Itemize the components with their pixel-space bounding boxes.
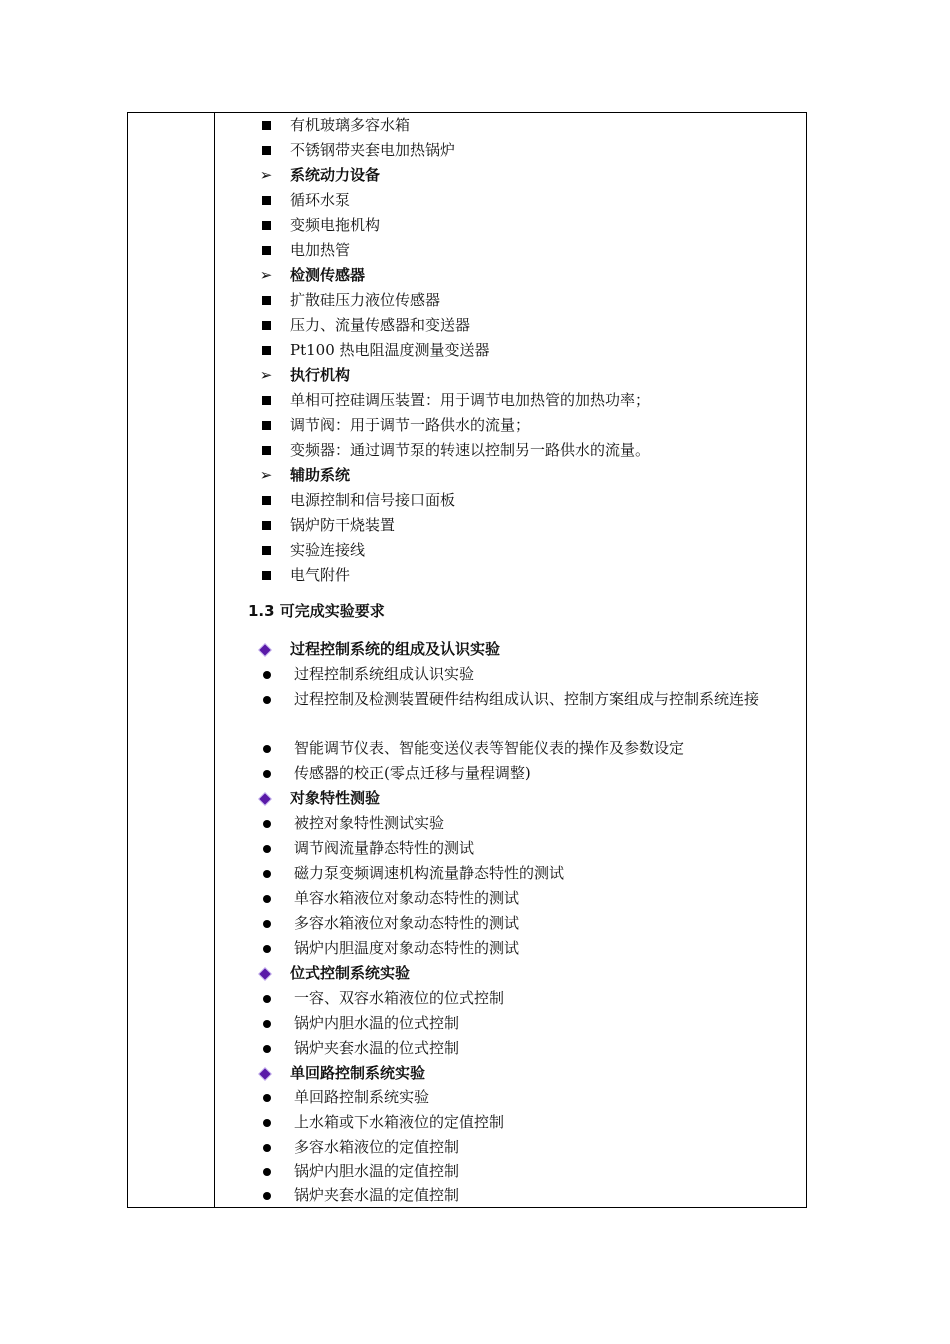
- square-bullet-icon: [258, 388, 274, 412]
- dot-bullet-icon: [259, 936, 275, 960]
- square-bullet-icon: [258, 288, 274, 312]
- list-item: 上水箱或下水箱液位的定值控制: [215, 1110, 806, 1134]
- experiment-group-title: 对象特性测验: [215, 786, 806, 810]
- list-item: 变频器：通过调节泵的转速以控制另一路供水的流量。: [215, 438, 806, 462]
- list-item: 不锈钢带夹套电加热锅炉: [215, 138, 806, 162]
- experiment-group-title: 过程控制系统的组成及认识实验: [215, 637, 806, 661]
- dot-bullet-icon: [259, 811, 275, 835]
- square-bullet-icon: [258, 338, 274, 362]
- dot-bullet-icon: [259, 836, 275, 860]
- list-item: 锅炉夹套水温的定值控制: [215, 1183, 806, 1207]
- list-item: 智能调节仪表、智能变送仪表等智能仪表的操作及参数设定: [215, 736, 806, 760]
- list-item: 电源控制和信号接口面板: [215, 488, 806, 512]
- square-bullet-icon: [258, 438, 274, 462]
- dot-bullet-icon: [259, 1159, 275, 1183]
- dot-bullet-icon: [259, 986, 275, 1010]
- subsection-title: ➢ 检测传感器: [215, 263, 806, 287]
- list-item: 单回路控制系统实验: [215, 1085, 806, 1109]
- list-item: 磁力泵变频调速机构流量静态特性的测试: [215, 861, 806, 885]
- list-item: 锅炉内胆温度对象动态特性的测试: [215, 936, 806, 960]
- square-bullet-icon: [258, 238, 274, 262]
- square-bullet-icon: [258, 563, 274, 587]
- list-item: 循环水泵: [215, 188, 806, 212]
- list-item: 单相可控硅调压装置：用于调节电加热管的加热功率；: [215, 388, 806, 412]
- diamond-bullet-icon: [257, 637, 273, 661]
- dot-bullet-icon: [259, 911, 275, 935]
- square-bullet-icon: [258, 513, 274, 537]
- experiment-group-title: 位式控制系统实验: [215, 961, 806, 985]
- dot-bullet-icon: [259, 662, 275, 686]
- content-cell: [215, 113, 806, 1207]
- square-bullet-icon: [258, 188, 274, 212]
- list-item: 电加热管: [215, 238, 806, 262]
- experiment-group-title: 单回路控制系统实验: [215, 1061, 806, 1085]
- list-item: 锅炉内胆水温的位式控制: [215, 1011, 806, 1035]
- dot-bullet-icon: [259, 761, 275, 785]
- list-item: 有机玻璃多容水箱: [215, 113, 806, 137]
- dot-bullet-icon: [259, 861, 275, 885]
- square-bullet-icon: [258, 113, 274, 137]
- list-item: 过程控制及检测装置硬件结构组成认识、控制方案组成与控制系统连接: [215, 687, 806, 737]
- list-item: 单容水箱液位对象动态特性的测试: [215, 886, 806, 910]
- list-item: 一容、双容水箱液位的位式控制: [215, 986, 806, 1010]
- square-bullet-icon: [258, 413, 274, 437]
- dot-bullet-icon: [259, 1183, 275, 1207]
- section-heading: 1.3 可完成实验要求: [248, 602, 385, 620]
- list-item: 调节阀：用于调节一路供水的流量；: [215, 413, 806, 437]
- list-item: Pt100 热电阻温度测量变送器: [215, 338, 806, 362]
- square-bullet-icon: [258, 213, 274, 237]
- dot-bullet-icon: [259, 1135, 275, 1159]
- dot-bullet-icon: [259, 1036, 275, 1060]
- list-item: 传感器的校正(零点迁移与量程调整): [215, 761, 806, 785]
- dot-bullet-icon: [259, 886, 275, 910]
- subsection-title: ➢ 辅助系统: [215, 463, 806, 487]
- subsection-title: ➢ 执行机构: [215, 363, 806, 387]
- dot-bullet-icon: [259, 687, 275, 711]
- diamond-bullet-icon: [257, 1061, 273, 1085]
- list-item: 被控对象特性测试实验: [215, 811, 806, 835]
- list-item: 调节阀流量静态特性的测试: [215, 836, 806, 860]
- dot-bullet-icon: [259, 1011, 275, 1035]
- arrow-bullet-icon: ➢: [259, 466, 273, 484]
- list-item: 实验连接线: [215, 538, 806, 562]
- list-item: 电气附件: [215, 563, 806, 587]
- diamond-bullet-icon: [257, 786, 273, 810]
- list-item: 多容水箱液位对象动态特性的测试: [215, 911, 806, 935]
- arrow-bullet-icon: ➢: [259, 366, 273, 384]
- square-bullet-icon: [258, 488, 274, 512]
- arrow-bullet-icon: ➢: [259, 266, 273, 284]
- square-bullet-icon: [258, 313, 274, 337]
- arrow-bullet-icon: ➢: [259, 166, 273, 184]
- list-item: 锅炉内胆水温的定值控制: [215, 1159, 806, 1183]
- list-item: 多容水箱液位的定值控制: [215, 1135, 806, 1159]
- square-bullet-icon: [258, 138, 274, 162]
- square-bullet-icon: [258, 538, 274, 562]
- diamond-bullet-icon: [257, 961, 273, 985]
- list-item: 扩散硅压力液位传感器: [215, 288, 806, 312]
- list-item: 压力、流量传感器和变送器: [215, 313, 806, 337]
- dot-bullet-icon: [259, 1085, 275, 1109]
- list-item: 锅炉夹套水温的位式控制: [215, 1036, 806, 1060]
- list-item: 变频电拖机构: [215, 213, 806, 237]
- list-item: 过程控制系统组成认识实验: [215, 662, 806, 686]
- list-item: 锅炉防干烧装置: [215, 513, 806, 537]
- document-table: [127, 112, 807, 1208]
- subsection-title: ➢ 系统动力设备: [215, 163, 806, 187]
- dot-bullet-icon: [259, 736, 275, 760]
- dot-bullet-icon: [259, 1110, 275, 1134]
